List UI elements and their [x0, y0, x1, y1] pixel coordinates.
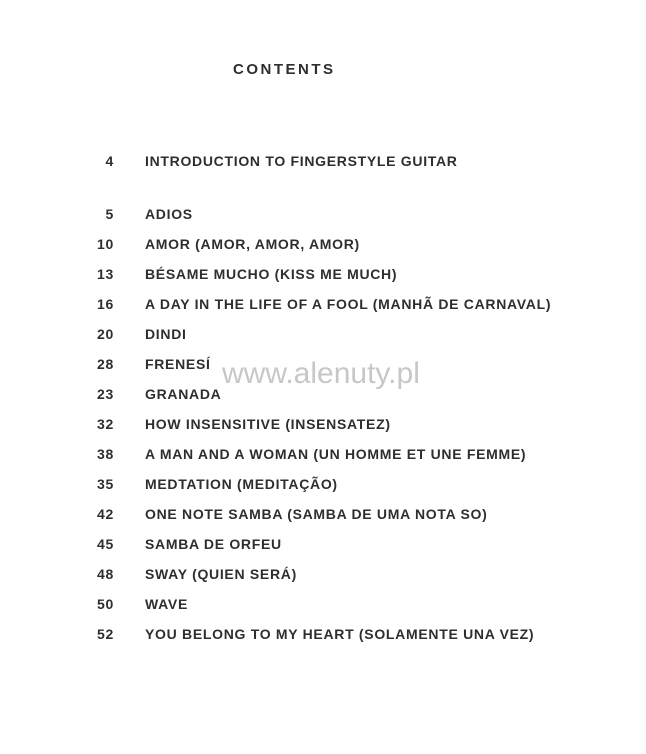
toc-row: [60, 469, 626, 499]
toc-entry-title: MEDTATION (MEDITAÇÃO): [145, 476, 338, 492]
toc-row: [60, 559, 626, 589]
toc-entry-title: INTRODUCTION TO FINGERSTYLE GUITAR: [145, 153, 458, 169]
toc-page-number: 13: [97, 266, 114, 282]
toc-page-number: 32: [97, 416, 114, 432]
toc-entry-title: AMOR (AMOR, AMOR, AMOR): [145, 236, 360, 252]
toc-page-number: 48: [97, 566, 114, 582]
toc-row-intro: [60, 146, 626, 176]
toc-page-number: 23: [97, 386, 114, 402]
toc-entry-title: DINDI: [145, 326, 187, 342]
toc-entry-title: SWAY (QUIEN SERÁ): [145, 566, 297, 582]
toc-page-number: 5: [105, 206, 114, 222]
toc-entry-title: A MAN AND A WOMAN (UN HOMME ET UNE FEMME): [145, 446, 527, 462]
toc-entry-title: SAMBA DE ORFEU: [145, 536, 282, 552]
watermark-text: www.alenuty.pl: [222, 357, 420, 390]
toc-row: [60, 439, 626, 469]
toc-entry-title: ADIOS: [145, 206, 193, 222]
toc-row: [60, 379, 626, 409]
toc-entry-title: YOU BELONG TO MY HEART (SOLAMENTE UNA VEZ): [145, 626, 535, 642]
toc-page-number: 38: [97, 446, 114, 462]
toc-entry-title: WAVE: [145, 596, 188, 612]
page-title: CONTENTS: [233, 61, 336, 78]
toc-entry-title: A DAY IN THE LIFE OF A FOOL (MANHÃ DE CARNAVAL): [145, 296, 552, 312]
toc-page-number: 4: [105, 153, 114, 169]
toc-row: [60, 199, 626, 229]
toc-entry-title: BÉSAME MUCHO (KISS ME MUCH): [145, 266, 398, 282]
toc-row: [60, 259, 626, 289]
toc-page-number: 10: [97, 236, 114, 252]
toc-row: [60, 229, 626, 259]
toc-page-number: 52: [97, 626, 114, 642]
toc-page-number: 45: [97, 536, 114, 552]
toc-page-number: 50: [97, 596, 114, 612]
toc-row: [60, 499, 626, 529]
toc-row: [60, 409, 626, 439]
toc-page-number: 16: [97, 296, 114, 312]
toc-page-number: 42: [97, 506, 114, 522]
toc-page-number: 20: [97, 326, 114, 342]
toc-entry-title: HOW INSENSITIVE (INSENSATEZ): [145, 416, 391, 432]
toc-page-number: 28: [97, 356, 114, 372]
toc-entry-title: GRANADA: [145, 386, 222, 402]
toc-row: [60, 289, 626, 319]
toc-entry-title: FRENESÍ: [145, 356, 211, 372]
toc-row: [60, 319, 626, 349]
toc-page-number: 35: [97, 476, 114, 492]
toc-row: [60, 349, 626, 379]
toc-list: [60, 146, 626, 649]
toc-row: [60, 589, 626, 619]
toc-row: [60, 529, 626, 559]
toc-entry-title: ONE NOTE SAMBA (SAMBA DE UMA NOTA SO): [145, 506, 488, 522]
toc-row: [60, 619, 626, 649]
